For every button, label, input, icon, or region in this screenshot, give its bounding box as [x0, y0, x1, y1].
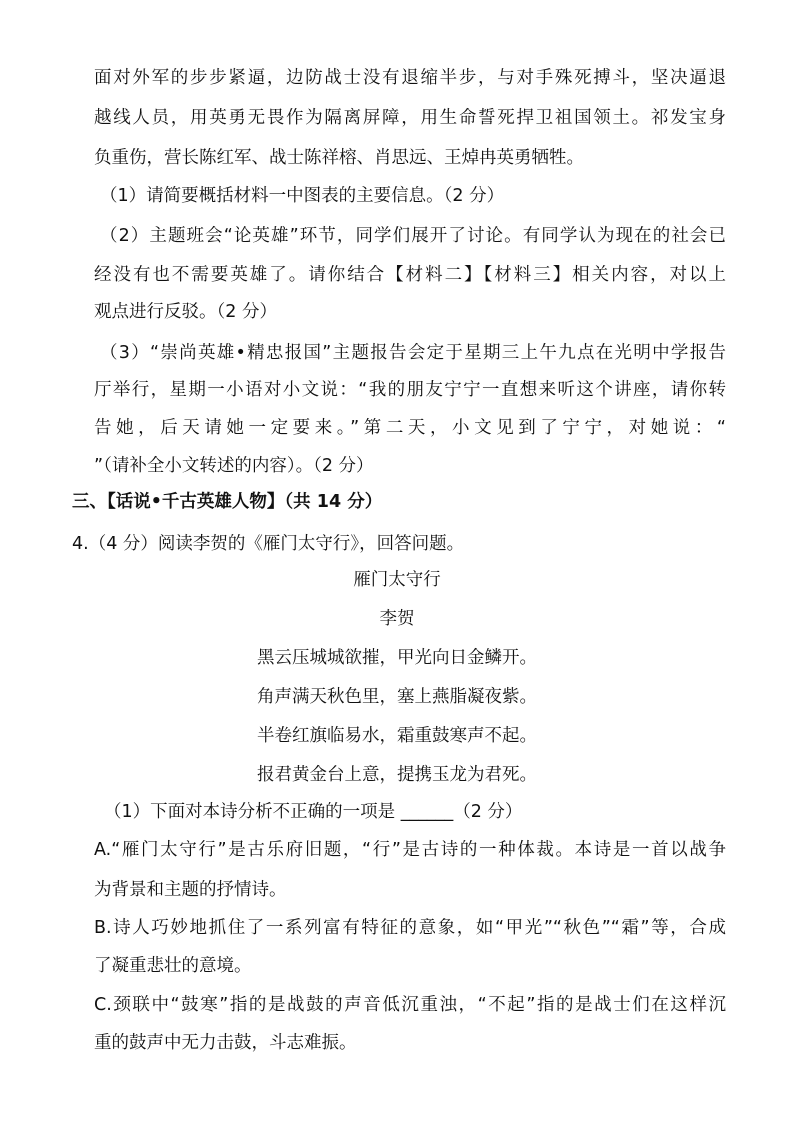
option-b-line: 了凝重悲壮的意境。	[94, 956, 252, 976]
poem-line: 报君黄金台上意，提携玉龙为君死。	[257, 765, 537, 785]
poem-title: 雁门太守行	[353, 570, 441, 590]
material-line: 面对外军的步步紧逼，边防战士没有退缩半步，与对手殊死搏斗，坚决逼退	[94, 68, 726, 88]
q3-sub1: （1）请简要概括材料一中图表的主要信息。（2 分）	[100, 186, 505, 206]
section-heading: 三、【话说•千古英雄人物】（共 14 分）	[72, 492, 383, 512]
question-4-stem: 4.（4 分）阅读李贺的《雁门太守行》，回答问题。	[72, 534, 465, 554]
option-a-line: 为背景和主题的抒情诗。	[94, 880, 287, 900]
q3-sub3-line: 厅举行，星期一小语对小文说：“我的朋友宁宁一直想来听这个讲座，请你转	[94, 380, 726, 400]
q3-sub3-line: 告她，后天请她一定要来。”第二天，小文见到了宁宁，对她说：“	[94, 418, 726, 438]
poem-line: 半卷红旗临易水，霜重鼓寒声不起。	[257, 726, 537, 746]
q3-sub2-line: 观点进行反驳。（2 分）	[94, 302, 277, 322]
q3-sub3-line: ”（请补全小文转述的内容）。（2 分）	[94, 456, 374, 476]
option-b-line: B.诗人巧妙地抓住了一系列富有特征的意象，如“甲光”“秋色”“霜”等，合成	[94, 918, 726, 938]
option-a-line: A.“雁门太守行”是古乐府旧题，“行”是古诗的一种体裁。本诗是一首以战争	[94, 840, 726, 860]
poem-author: 李贺	[379, 609, 415, 629]
poem-line: 角声满天秋色里，塞上燕脂凝夜紫。	[257, 687, 537, 707]
material-line: 负重伤，营长陈红军、战士陈祥榕、肖思远、王焯冉英勇牺牲。	[94, 148, 584, 168]
material-line: 越线人员，用英勇无畏作为隔离屏障，用生命誓死捍卫祖国领土。祁发宝身	[94, 108, 726, 128]
poem-line: 黑云压城城欲摧，甲光向日金鳞开。	[257, 648, 537, 668]
q3-sub3-line: （3）“崇尚英雄•精忠报国”主题报告会定于星期三上午九点在光明中学报告	[100, 343, 726, 363]
q4-sub1: （1）下面对本诗分析不正确的一项是 ______（2 分）	[104, 802, 523, 822]
option-c-line: 重的鼓声中无力击鼓，斗志难振。	[94, 1033, 357, 1053]
q3-sub2-line: 经没有也不需要英雄了。请你结合【材料二】【材料三】相关内容，对以上	[94, 265, 726, 285]
option-c-line: C.颈联中“鼓寒”指的是战鼓的声音低沉重浊，“不起”指的是战士们在这样沉	[94, 995, 726, 1015]
q3-sub2-line: （2）主题班会“论英雄”环节，同学们展开了讨论。有同学认为现在的社会已	[100, 226, 726, 246]
